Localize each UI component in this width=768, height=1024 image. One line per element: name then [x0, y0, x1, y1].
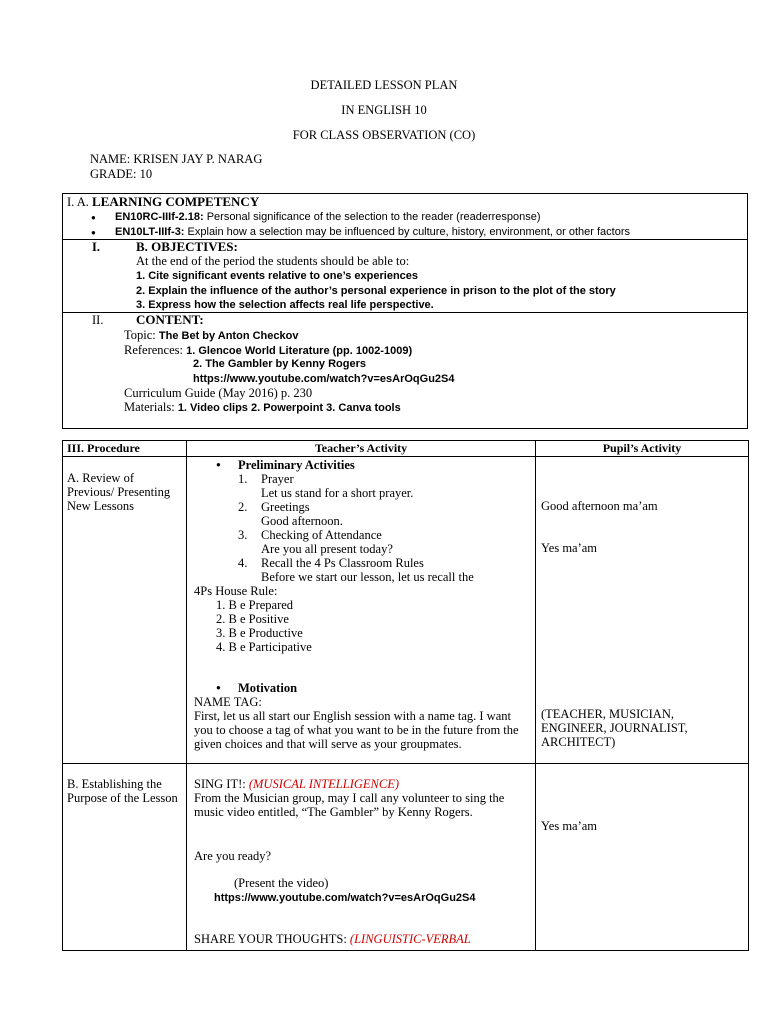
content-references — [124, 343, 412, 358]
content-topic — [124, 328, 298, 343]
teacher-a-cell — [187, 457, 536, 764]
present-video: (Present the video) — [234, 876, 329, 890]
house-rule-1: 1. B e Prepared — [216, 598, 294, 612]
procedure-table — [62, 440, 749, 951]
house-rule-4: 4. B e Participative — [216, 640, 312, 654]
step-4-number: 4. — [238, 556, 248, 570]
step-4-detail: Before we start our lesson, let us recall the — [261, 570, 474, 584]
ready-prompt: Are you ready? — [194, 849, 272, 863]
pupil-column-header: Pupil’s Activity — [536, 441, 749, 457]
pupil-ready-answer: Yes ma’am — [541, 819, 598, 833]
competency-item-2 — [115, 225, 630, 239]
procedure-b-cell — [63, 764, 187, 951]
procedure-a-cell — [63, 457, 187, 764]
procedure-row-a — [63, 457, 749, 764]
objective-item-2: 2. Explain the influence of the author’s personal experience in prison to the plot of the story — [136, 285, 616, 297]
procedure-a-label: A. Review of Previous/ Presenting New Lessons — [67, 471, 171, 513]
motivation-heading: ● Motivation — [216, 681, 298, 695]
competency-code: EN10RC-IIIf-2.18: — [115, 211, 204, 223]
step-1-detail: Let us stand for a short prayer. — [261, 486, 414, 500]
step-2-detail: Good afternoon. — [261, 514, 343, 528]
pupil-attendance: Yes ma’am — [541, 541, 598, 555]
curriculum-guide: Curriculum Guide (May 2016) p. 230 — [124, 386, 313, 400]
objective-item-1: 1. Cite significant events relative to one’s experiences — [136, 270, 419, 282]
house-rule-3: 3. B e Productive — [216, 626, 303, 640]
title-line-1: DETAILED LESSON PLAN — [310, 78, 458, 92]
step-1-number: 1. — [238, 472, 248, 486]
linguistic-verbal-tag: (LINGUISTIC-VERBAL — [349, 932, 471, 946]
document-header — [0, 76, 768, 151]
house-rules-title: 4Ps House Rule: — [194, 584, 278, 598]
teacher-meta — [90, 152, 262, 182]
pupil-name-tag-choices: (TEACHER, MUSICIAN, ENGINEER, JOURNALIST, ARCHITECT) — [541, 707, 688, 749]
procedure-b-label: B. Establishing the Purpose of the Lesson — [67, 777, 178, 805]
content-materials — [124, 400, 401, 415]
sing-it-text: From the Musician group, may I call any volunteer to sing the music video entitled, “The Gambler” by Kenny Rogers. — [194, 791, 505, 819]
topic-value: The Bet by Anton Checkov — [158, 330, 299, 342]
competency-heading — [67, 195, 259, 209]
reference-2: 2. The Gambler by Kenny Rogers — [193, 358, 366, 370]
procedure-header-row — [63, 441, 749, 457]
step-2-number: 2. — [238, 500, 248, 514]
step-4-title: Recall the 4 Ps Classroom Rules — [261, 556, 424, 570]
share-thoughts-label: SHARE YOUR THOUGHTS: — [194, 932, 350, 946]
sing-it-label: SING IT!: — [194, 777, 249, 791]
teacher-name: NAME: KRISEN JAY P. NARAG — [90, 152, 263, 166]
competency-code: EN10LT-IIIf-3: — [115, 226, 185, 238]
motivation-label: Motivation — [238, 681, 298, 695]
materials-value: 1. Video clips 2. Powerpoint 3. Canva tools — [177, 402, 401, 414]
motivation-text: First, let us all start our English session with a name tag. I want you to choose a tag of what you want to be in the future from the given choices and that will serve as your groupmates. — [194, 709, 519, 751]
step-3-number: 3. — [238, 528, 248, 542]
pupil-greeting: Good afternoon ma’am — [541, 499, 658, 513]
preliminary-heading: ● Preliminary Activities — [216, 458, 355, 472]
step-1-title: Prayer — [261, 472, 294, 486]
video-url[interactable]: https://www.youtube.com/watch?v=esArOqGu2S4 — [214, 892, 476, 904]
sing-it-line — [194, 777, 399, 791]
materials-label: Materials: — [124, 400, 178, 414]
objectives-number: I. — [92, 240, 100, 254]
competency-prefix: I. A. — [67, 195, 92, 209]
lesson-overview-box — [62, 193, 748, 429]
teacher-column-header: Teacher’s Activity — [187, 441, 536, 457]
procedure-row-b — [63, 764, 749, 951]
references-label: References: — [124, 343, 187, 357]
title-line-2: IN ENGLISH 10 — [341, 103, 427, 117]
name-tag-label: NAME TAG: — [194, 695, 262, 709]
reference-url[interactable]: https://www.youtube.com/watch?v=esArOqGu2S4 — [193, 373, 455, 385]
preliminary-label: Preliminary Activities — [238, 458, 355, 472]
objective-item-3: 3. Express how the selection affects real life perspective. — [136, 299, 434, 311]
competency-item-1 — [115, 210, 541, 224]
competency-title: LEARNING COMPETENCY — [92, 194, 260, 209]
step-2-title: Greetings — [261, 500, 310, 514]
pupil-a-cell — [536, 457, 749, 764]
pupil-b-cell — [536, 764, 749, 951]
competency-text: Personal significance of the selection to the reader (readerresponse) — [203, 211, 541, 223]
objectives-intro: At the end of the period the students should be able to: — [136, 254, 410, 268]
step-3-detail: Are you all present today? — [261, 542, 393, 556]
share-thoughts-line — [194, 932, 471, 946]
title-line-3: FOR CLASS OBSERVATION (CO) — [292, 128, 476, 142]
grade-level: GRADE: 10 — [90, 167, 153, 181]
step-3-title: Checking of Attendance — [261, 528, 382, 542]
procedure-column-header: III. Procedure — [63, 441, 187, 457]
teacher-b-cell — [187, 764, 536, 951]
reference-1: 1. Glencoe World Literature (pp. 1002-1009) — [186, 345, 413, 357]
content-number: II. — [92, 313, 104, 327]
competency-text: Explain how a selection may be influenced by culture, history, environment, or other factors — [184, 226, 631, 238]
house-rule-2: 2. B e Positive — [216, 612, 289, 626]
objectives-heading: B. OBJECTIVES: — [136, 239, 238, 254]
topic-label: Topic: — [124, 328, 159, 342]
content-heading: CONTENT: — [136, 312, 204, 327]
musical-intelligence-tag: (MUSICAL INTELLIGENCE) — [248, 777, 399, 791]
